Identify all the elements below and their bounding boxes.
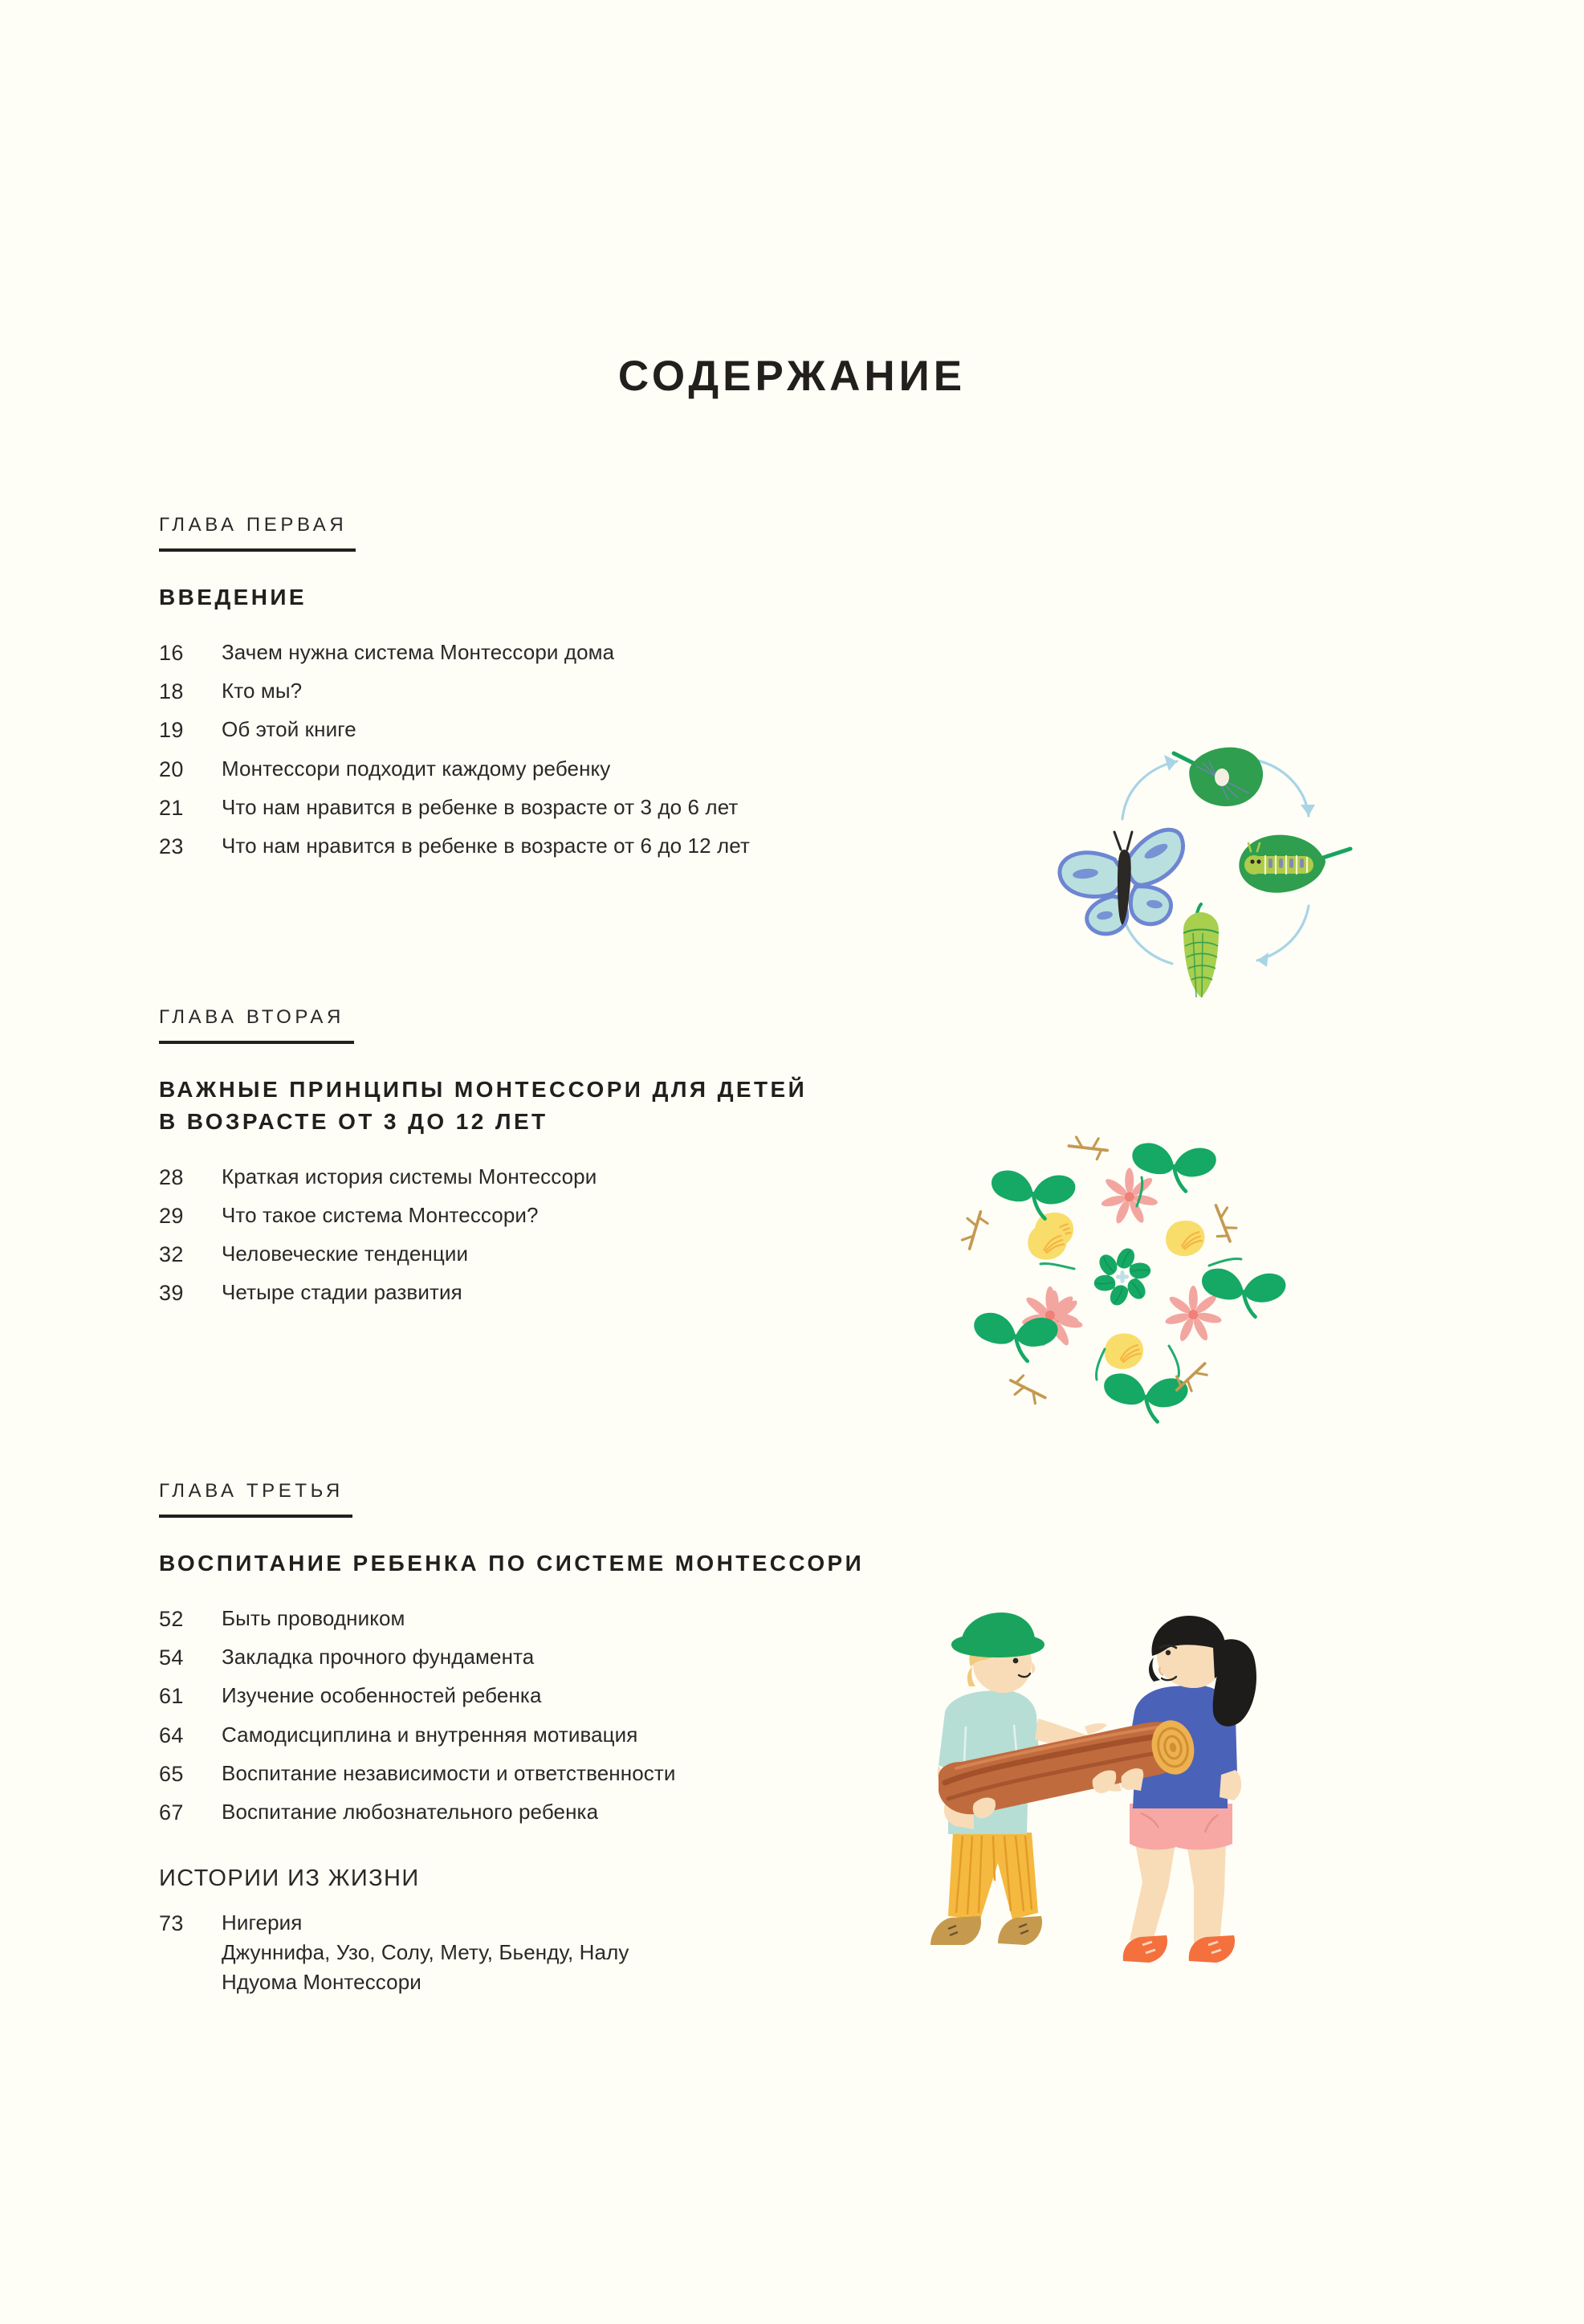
entry-title: [222, 1908, 629, 1997]
chapter-label-wrap-3: [159, 1482, 1122, 1518]
entry-title: Воспитание любознательного ребенка: [222, 1800, 599, 1825]
chapter-label-2: ГЛАВА ВТОРАЯ: [159, 1006, 344, 1028]
toc-entry[interactable]: [159, 831, 1122, 862]
entry-title: Четыре стадии развития: [222, 1280, 462, 1305]
entry-page-number: 21: [159, 796, 184, 821]
chapter-title-3: ВОСПИТАНИЕ РЕБЕНКА ПО СИСТЕМЕ МОНТЕССОРИ: [159, 1551, 865, 1576]
entry-title: Краткая история системы Монтессори: [222, 1164, 597, 1189]
entry-title: Монтессори подходит каждому ребенку: [222, 756, 611, 781]
toc-entry[interactable]: [159, 715, 1122, 745]
nature-mandala-illustration: [954, 1108, 1291, 1445]
chapter-label-3: ГЛАВА ТРЕТЬЯ: [159, 1480, 344, 1502]
girl-with-ponytail: [1099, 1616, 1256, 1963]
entry-page-number: 39: [159, 1281, 184, 1306]
entry-title: Зачем нужна система Монтессори дома: [222, 639, 615, 664]
toc-entry[interactable]: [159, 754, 1122, 785]
chapter-label-wrap-2: [159, 1008, 1122, 1044]
toc-entry[interactable]: [159, 676, 1122, 707]
entry-page-number: 73: [159, 1910, 184, 1935]
chapter-rule-3: [159, 1515, 352, 1518]
entry-page-number: 61: [159, 1684, 184, 1709]
entry-title: Кто мы?: [222, 679, 303, 703]
entry-title: Что нам нравится в ребенке в возрасте от 3 до 6 лет: [222, 795, 739, 820]
chapter-title-line-2: В ВОЗРАСТЕ ОТ 3 ДО 12 ЛЕТ: [159, 1108, 548, 1134]
caterpillar-on-leaf: [1239, 835, 1350, 893]
children-carrying-log-illustration: [903, 1598, 1281, 1975]
entry-title: Изучение особенностей ребенка: [222, 1683, 542, 1708]
entry-page-number: 28: [159, 1164, 184, 1189]
entry-page-number: 19: [159, 718, 184, 743]
entry-title: Человеческие тенденции: [222, 1242, 469, 1266]
entry-page-number: 52: [159, 1606, 184, 1631]
chrysalis: [1183, 904, 1219, 997]
chapter-label-1: ГЛАВА ПЕРВАЯ: [159, 514, 348, 536]
stories-line-2: Джуннифа, Узо, Солу, Мету, Бьенду, Налу: [222, 1939, 629, 1964]
chapter-rule-2: [159, 1041, 354, 1044]
page-title: СОДЕРЖАНИЕ: [617, 353, 967, 400]
chapter-title-line-1: ВАЖНЫЕ ПРИНЦИПЫ МОНТЕССОРИ ДЛЯ ДЕТЕЙ: [159, 1077, 808, 1102]
butterfly-life-cycle-illustration: [1036, 715, 1357, 1004]
chapter-section-1: [159, 516, 1122, 870]
toc-entry[interactable]: [159, 638, 1122, 668]
chapter-title-1: ВВЕДЕНИЕ: [159, 585, 307, 610]
chapter-rule-1: [159, 548, 356, 552]
entry-title: Воспитание независимости и ответственности: [222, 1761, 676, 1786]
toc-entry[interactable]: [159, 793, 1122, 823]
chapter-entries-1: [159, 638, 1122, 862]
entry-page-number: 23: [159, 834, 184, 859]
entry-page-number: 54: [159, 1645, 184, 1670]
entry-page-number: 64: [159, 1723, 184, 1747]
entry-page-number: 65: [159, 1762, 184, 1787]
entry-page-number: 20: [159, 756, 184, 781]
stories-line-1: Нигерия: [222, 1910, 303, 1935]
chapter-label-wrap-1: [159, 516, 1122, 552]
entry-title: Что такое система Монтессори?: [222, 1202, 539, 1227]
entry-title: Закладка прочного фундамента: [222, 1645, 535, 1670]
entry-title: Что нам нравится в ребенке в возрасте от 6 до 12 лет: [222, 834, 750, 858]
egg-on-leaf: [1174, 748, 1263, 806]
entry-page-number: 67: [159, 1800, 184, 1825]
stories-section-heading: ИСТОРИИ ИЗ ЖИЗНИ: [159, 1865, 420, 1891]
entry-title: Об этой книге: [222, 717, 356, 742]
entry-page-number: 29: [159, 1203, 184, 1228]
butterfly: [1060, 830, 1183, 934]
entry-page-number: 16: [159, 640, 184, 665]
entry-title: Самодисциплина и внутренняя мотивация: [222, 1722, 638, 1747]
entry-title: Быть проводником: [222, 1605, 405, 1630]
entry-page-number: 32: [159, 1242, 184, 1267]
stories-line-3: Ндуома Монтессори: [222, 1969, 421, 1994]
entry-page-number: 18: [159, 679, 184, 704]
